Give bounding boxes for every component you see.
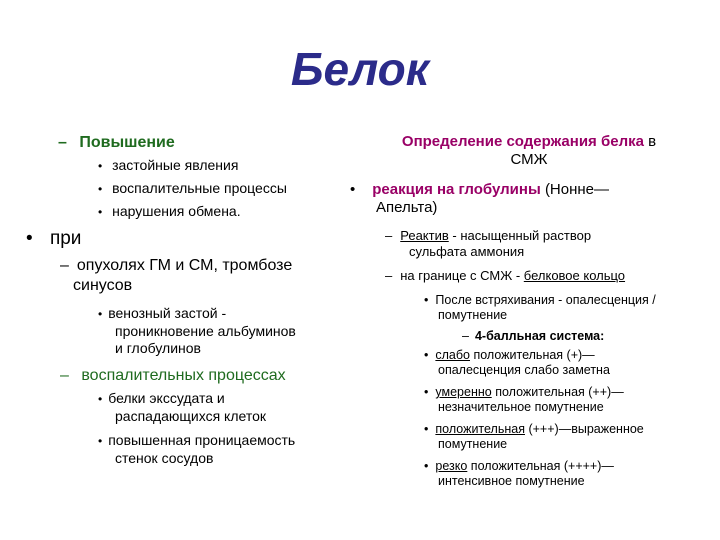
grade-word: резко	[435, 459, 468, 473]
inflam-label: воспалительных процессах	[81, 367, 286, 384]
heading-part2: в	[648, 133, 657, 150]
list-item	[98, 203, 241, 221]
after-shake-item	[424, 293, 656, 323]
after-shake-line2: помутнение	[438, 308, 508, 322]
bullet: •	[350, 181, 356, 198]
grade-line2: помутнение	[438, 437, 508, 451]
increase-label: Повышение	[79, 134, 175, 151]
system-label: 4-балльная система:	[474, 329, 605, 343]
slide-title: Белок	[290, 43, 430, 95]
grade-item	[424, 422, 644, 452]
tumors-line1: опухолях ГМ и СМ, тромбозе	[76, 257, 293, 274]
list-item	[98, 432, 295, 467]
bullet: •	[98, 307, 103, 321]
grade-rest: положительная (+)—	[473, 348, 595, 362]
reagent-rest: - насыщенный раствор	[452, 228, 592, 243]
list-item	[98, 180, 287, 198]
list-item	[98, 390, 266, 425]
heading-line2: СМЖ	[510, 151, 548, 168]
bullet: •	[98, 182, 103, 196]
heading-part1: Определение содержания белка	[401, 133, 644, 150]
bullet: •	[424, 293, 429, 307]
grade-word: слабо	[435, 348, 470, 362]
boundary-ring: белковое кольцо	[523, 268, 626, 283]
pri-label: при	[49, 228, 82, 249]
list-item-text: воспалительные процессы	[112, 180, 287, 196]
inflam-heading	[60, 366, 286, 385]
grade-item	[424, 348, 610, 378]
grade-line2: незначительное помутнение	[438, 400, 604, 414]
list-item-text: застойные явления	[112, 157, 239, 173]
reagent-item	[385, 228, 591, 260]
bullet: •	[424, 459, 429, 473]
bullet: •	[26, 228, 33, 249]
reaction-heading	[350, 181, 609, 217]
grade-item	[424, 459, 614, 489]
tumors-line2: синусов	[73, 277, 133, 294]
tumors-heading	[60, 256, 292, 295]
bullet: •	[424, 385, 429, 399]
list-item	[98, 157, 238, 175]
list-item-text: стенок сосудов	[115, 450, 214, 466]
bullet: •	[424, 348, 429, 362]
bullet: •	[98, 392, 103, 406]
list-item-text: проникновение альбуминов	[115, 323, 296, 339]
bullet: •	[424, 422, 429, 436]
grade-word: положительная	[435, 422, 525, 436]
bullet: •	[98, 159, 103, 173]
dash: –	[385, 268, 393, 283]
grade-word: умеренно	[435, 385, 492, 399]
system-heading	[462, 329, 604, 344]
dash: –	[60, 257, 69, 274]
grade-line2: интенсивное помутнение	[438, 474, 585, 488]
reagent-word: Реактив	[400, 228, 449, 243]
dash: –	[385, 228, 393, 243]
dash: –	[58, 134, 67, 151]
list-item-text: нарушения обмена.	[112, 203, 241, 219]
reaction-part1: реакция на глобулины	[372, 181, 541, 198]
bullet: •	[98, 434, 103, 448]
grade-item	[424, 385, 624, 415]
list-item	[98, 305, 296, 357]
reaction-line2: Апельта)	[376, 199, 438, 216]
dash: –	[60, 367, 69, 384]
pri-heading	[26, 228, 81, 250]
list-item-text: повышенная проницаемость	[108, 432, 296, 448]
bullet: •	[98, 205, 103, 219]
after-shake-line1: После встряхивания - опалесценция /	[435, 293, 656, 307]
grade-line2: опалесценция слабо заметна	[438, 363, 610, 377]
list-item-text: распадающихся клеток	[115, 408, 266, 424]
list-item-text: и глобулинов	[115, 340, 201, 356]
increase-heading	[58, 133, 175, 152]
list-item-text: венозный застой -	[108, 305, 227, 321]
right-heading	[368, 133, 690, 169]
boundary-prefix: на границе с СМЖ -	[400, 268, 521, 283]
reaction-part2: (Нонне—	[544, 181, 610, 198]
grade-rest: (+++)—выраженное	[528, 422, 644, 436]
reagent-line2: сульфата аммония	[409, 244, 525, 259]
dash: –	[462, 329, 469, 343]
grade-rest: положительная (++)—	[495, 385, 624, 399]
boundary-item	[385, 268, 625, 284]
list-item-text: белки экссудата и	[108, 390, 225, 406]
grade-rest: положительная (++++)—	[470, 459, 614, 473]
